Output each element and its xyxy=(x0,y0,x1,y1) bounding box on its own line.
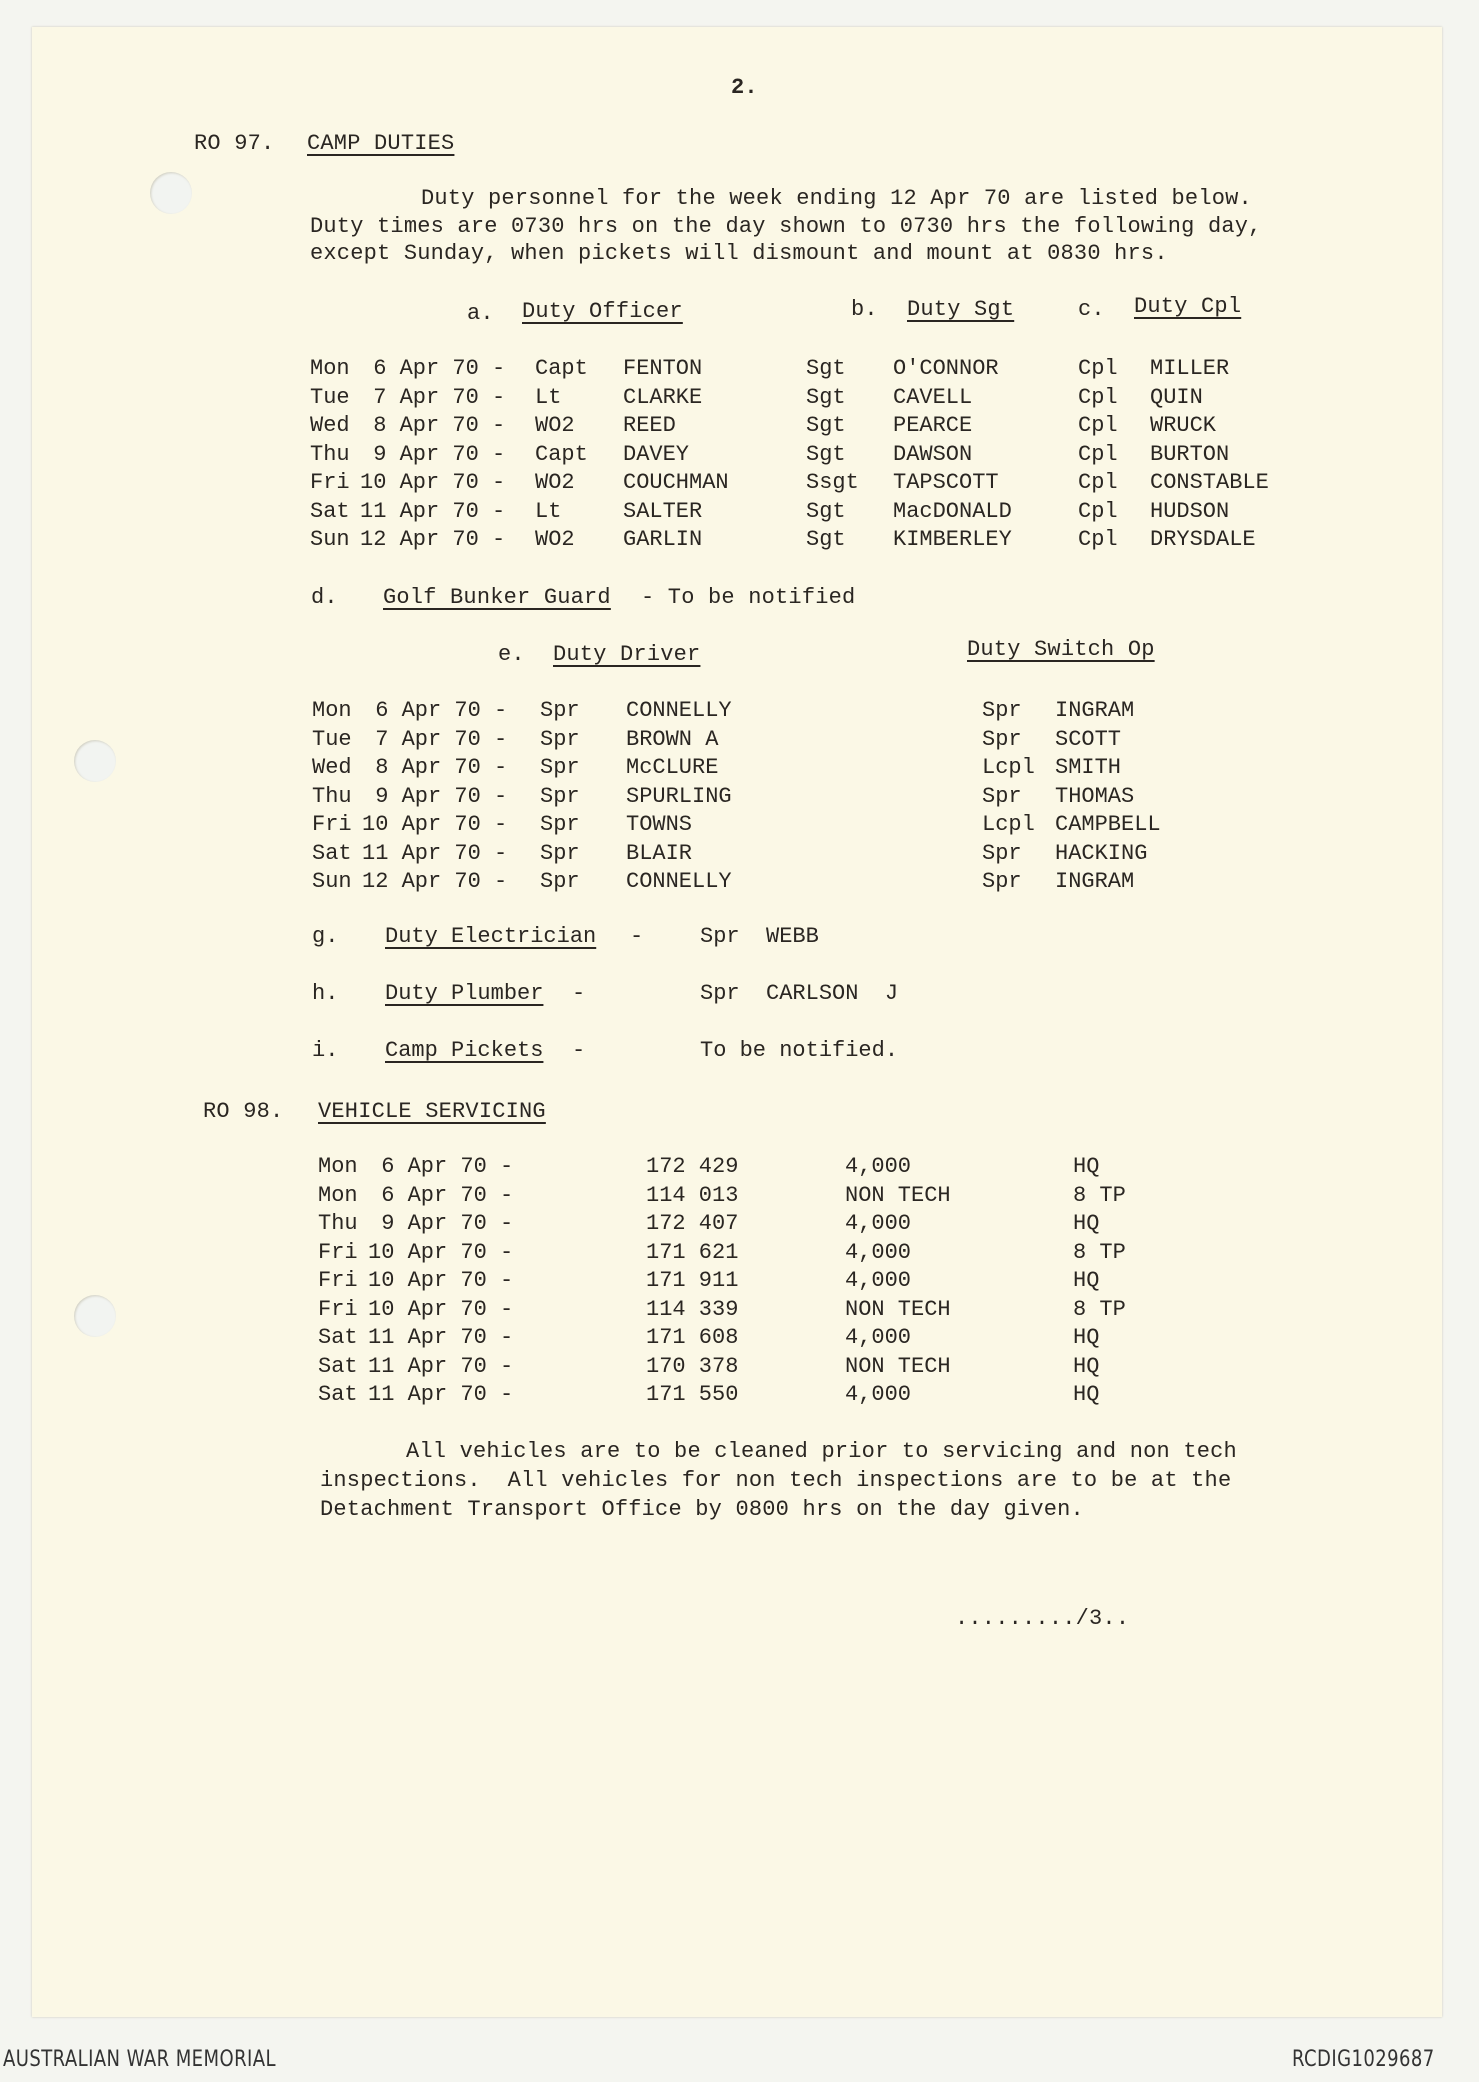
sgt-name: MacDONALD xyxy=(893,498,1012,524)
duty-letter: h. xyxy=(312,981,339,1006)
day: Fri xyxy=(312,812,352,837)
date: 12 Apr 70 - xyxy=(360,527,506,552)
date: 6 Apr 70 - xyxy=(360,356,506,381)
cpl-name: CONSTABLE xyxy=(1150,470,1269,495)
officer-name: FENTON xyxy=(623,356,703,381)
date: 9 Apr 70 - xyxy=(360,441,506,467)
driver-name: BROWN A xyxy=(626,726,719,752)
golf-value: - To be notified xyxy=(641,585,856,610)
footer-source: AUSTRALIAN WAR MEMORIAL xyxy=(3,2047,276,2072)
service-type: 4,000 xyxy=(845,1382,912,1407)
vehicle-number: 171 550 xyxy=(646,1382,739,1407)
cpl-name: BURTON xyxy=(1150,441,1230,467)
driver-roster-table xyxy=(312,697,1312,897)
date: 11 Apr 70 - xyxy=(368,1382,514,1407)
switch-name: INGRAM xyxy=(1055,869,1135,894)
vehicle-number: 172 429 xyxy=(646,1154,739,1179)
day: Wed xyxy=(310,413,350,438)
day: Fri xyxy=(318,1268,358,1293)
sgt-name: DAWSON xyxy=(893,441,973,467)
header-duty-cpl: Duty Cpl xyxy=(1134,294,1242,319)
intro-line-2: Duty times are 0730 hrs on the day shown to 0730 hrs the following day, xyxy=(310,214,1262,239)
switch-rank: Spr xyxy=(982,726,1022,752)
officer-name: GARLIN xyxy=(623,527,703,552)
service-type: 4,000 xyxy=(845,1325,912,1350)
sgt-rank: Sgt xyxy=(806,498,846,524)
switch-rank: Spr xyxy=(982,840,1022,866)
driver-name: BLAIR xyxy=(626,840,693,866)
sgt-rank: Sgt xyxy=(806,441,846,467)
date: 8 Apr 70 - xyxy=(362,755,508,780)
date: 8 Apr 70 - xyxy=(360,413,506,438)
vehicle-number: 171 621 xyxy=(646,1239,739,1265)
driver-rank: Spr xyxy=(540,869,580,894)
day: Mon xyxy=(318,1154,358,1179)
cpl-name: QUIN xyxy=(1150,384,1203,410)
header-duty-driver: Duty Driver xyxy=(553,642,701,667)
duty-value: Spr WEBB xyxy=(700,924,819,949)
duty-roster-table xyxy=(310,355,1310,555)
date: 10 Apr 70 - xyxy=(368,1268,514,1293)
switch-rank: Spr xyxy=(982,869,1022,894)
switch-rank: Lcpl xyxy=(982,812,1035,837)
date: 6 Apr 70 - xyxy=(368,1154,514,1179)
header-c-letter: c. xyxy=(1078,297,1105,322)
note-line-3: Detachment Transport Office by 0800 hrs on the day given. xyxy=(320,1497,1084,1522)
day: Thu xyxy=(312,783,352,809)
vehicle-number: 172 407 xyxy=(646,1211,739,1236)
day: Mon xyxy=(310,356,350,381)
day: Mon xyxy=(318,1182,358,1208)
duty-title: Duty Electrician xyxy=(385,924,597,949)
driver-name: SPURLING xyxy=(626,783,732,809)
service-type: 4,000 xyxy=(845,1154,912,1179)
unit: HQ xyxy=(1073,1382,1100,1407)
date: 10 Apr 70 - xyxy=(368,1239,514,1265)
date: 6 Apr 70 - xyxy=(368,1182,514,1208)
officer-rank: Lt xyxy=(535,384,562,410)
officer-name: CLARKE xyxy=(623,384,703,410)
service-type: 4,000 xyxy=(845,1239,912,1265)
unit: 8 TP xyxy=(1073,1296,1126,1322)
sgt-rank: Ssgt xyxy=(806,470,859,495)
unit: HQ xyxy=(1073,1211,1100,1236)
date: 9 Apr 70 - xyxy=(362,783,508,809)
day: Thu xyxy=(310,441,350,467)
officer-rank: WO2 xyxy=(535,413,575,438)
officer-name: DAVEY xyxy=(623,441,690,467)
date: 11 Apr 70 - xyxy=(362,840,508,866)
date: 10 Apr 70 - xyxy=(360,470,506,495)
officer-name: SALTER xyxy=(623,498,703,524)
cpl-rank: Cpl xyxy=(1078,498,1118,524)
ro97-title: CAMP DUTIES xyxy=(307,131,455,156)
unit: HQ xyxy=(1073,1268,1100,1293)
day: Fri xyxy=(310,470,350,495)
switch-name: INGRAM xyxy=(1055,698,1135,723)
day: Fri xyxy=(318,1239,358,1265)
unit: 8 TP xyxy=(1073,1182,1126,1208)
unit: 8 TP xyxy=(1073,1239,1126,1265)
header-duty-switch-op: Duty Switch Op xyxy=(967,637,1155,662)
switch-rank: Spr xyxy=(982,783,1022,809)
duty-value: Spr CARLSON J xyxy=(700,981,899,1006)
header-duty-sgt: Duty Sgt xyxy=(907,297,1015,322)
vehicle-number: 171 911 xyxy=(646,1268,739,1293)
service-type: NON TECH xyxy=(845,1182,951,1208)
cpl-name: MILLER xyxy=(1150,356,1230,381)
intro-line-1: Duty personnel for the week ending 12 Apr 70 are listed below. xyxy=(421,186,1252,211)
note-line-2: inspections. All vehicles for non tech inspections are to be at the xyxy=(320,1468,1232,1493)
cpl-name: DRYSDALE xyxy=(1150,527,1256,552)
vehicle-number: 170 378 xyxy=(646,1353,739,1379)
officer-name: COUCHMAN xyxy=(623,470,729,495)
day: Fri xyxy=(318,1296,358,1322)
day: Thu xyxy=(318,1211,358,1236)
cpl-rank: Cpl xyxy=(1078,470,1118,495)
duty-title: Camp Pickets xyxy=(385,1038,544,1063)
cpl-rank: Cpl xyxy=(1078,527,1118,552)
date: 7 Apr 70 - xyxy=(360,384,506,410)
cpl-rank: Cpl xyxy=(1078,441,1118,467)
driver-rank: Spr xyxy=(540,840,580,866)
day: Sun xyxy=(310,527,350,552)
officer-rank: WO2 xyxy=(535,470,575,495)
header-duty-officer: Duty Officer xyxy=(522,299,683,324)
duty-dash: - xyxy=(572,981,586,1006)
service-type: 4,000 xyxy=(845,1268,912,1293)
driver-rank: Spr xyxy=(540,698,580,723)
switch-name: THOMAS xyxy=(1055,783,1135,809)
duty-dash: - xyxy=(572,1038,586,1063)
day: Sat xyxy=(312,840,352,866)
ro98-title: VEHICLE SERVICING xyxy=(318,1099,546,1124)
date: 12 Apr 70 - xyxy=(362,869,508,894)
punch-hole xyxy=(74,740,116,782)
day: Sun xyxy=(312,869,352,894)
driver-rank: Spr xyxy=(540,783,580,809)
cpl-rank: Cpl xyxy=(1078,356,1118,381)
unit: HQ xyxy=(1073,1154,1100,1179)
vehicle-servicing-table xyxy=(318,1153,1218,1413)
date: 10 Apr 70 - xyxy=(362,812,508,837)
officer-rank: Capt xyxy=(535,441,588,467)
officer-rank: Capt xyxy=(535,356,588,381)
driver-rank: Spr xyxy=(540,726,580,752)
golf-title: Golf Bunker Guard xyxy=(383,585,611,610)
date: 7 Apr 70 - xyxy=(362,726,508,752)
ro98-number: RO 98. xyxy=(203,1099,284,1124)
service-type: 4,000 xyxy=(845,1211,912,1236)
cpl-rank: Cpl xyxy=(1078,413,1118,438)
sgt-name: TAPSCOTT xyxy=(893,470,999,495)
switch-name: SMITH xyxy=(1055,755,1122,780)
driver-rank: Spr xyxy=(540,812,580,837)
header-b-letter: b. xyxy=(851,297,878,322)
vehicle-number: 114 339 xyxy=(646,1296,739,1322)
driver-name: CONNELLY xyxy=(626,869,732,894)
driver-rank: Spr xyxy=(540,755,580,780)
sgt-name: CAVELL xyxy=(893,384,973,410)
duty-value: To be notified. xyxy=(700,1038,899,1063)
date: 9 Apr 70 - xyxy=(368,1211,514,1236)
officer-name: REED xyxy=(623,413,676,438)
duty-letter: g. xyxy=(312,924,339,949)
date: 11 Apr 70 - xyxy=(368,1325,514,1350)
other-duties xyxy=(312,923,1212,1073)
switch-name: CAMPBELL xyxy=(1055,812,1161,837)
intro-line-3: except Sunday, when pickets will dismount and mount at 0830 hrs. xyxy=(310,241,1168,266)
driver-name: CONNELLY xyxy=(626,698,732,723)
cpl-name: HUDSON xyxy=(1150,498,1230,524)
footer-id: RCDIG1029687 xyxy=(1292,2047,1435,2072)
punch-hole xyxy=(150,172,192,214)
date: 10 Apr 70 - xyxy=(368,1296,514,1322)
header-a-letter: a. xyxy=(467,301,494,326)
date: 11 Apr 70 - xyxy=(368,1353,514,1379)
note-line-1: All vehicles are to be cleaned prior to servicing and non tech xyxy=(406,1439,1237,1464)
service-type: NON TECH xyxy=(845,1353,951,1379)
sgt-rank: Sgt xyxy=(806,384,846,410)
duty-title: Duty Plumber xyxy=(385,981,544,1006)
switch-rank: Lcpl xyxy=(982,755,1035,780)
sgt-name: PEARCE xyxy=(893,413,973,438)
driver-name: McCLURE xyxy=(626,755,719,780)
officer-rank: WO2 xyxy=(535,527,575,552)
punch-hole xyxy=(74,1295,116,1337)
sgt-rank: Sgt xyxy=(806,356,846,381)
driver-name: TOWNS xyxy=(626,812,693,837)
continuation-marker: ........./3.. xyxy=(955,1606,1130,1631)
vehicle-number: 171 608 xyxy=(646,1325,739,1350)
duty-dash: - xyxy=(630,924,644,949)
ro97-number: RO 97. xyxy=(194,131,275,156)
vehicle-number: 114 013 xyxy=(646,1182,739,1208)
service-type: NON TECH xyxy=(845,1296,951,1322)
cpl-name: WRUCK xyxy=(1150,413,1217,438)
day: Tue xyxy=(310,384,350,410)
cpl-rank: Cpl xyxy=(1078,384,1118,410)
day: Tue xyxy=(312,726,352,752)
date: 6 Apr 70 - xyxy=(362,698,508,723)
date: 11 Apr 70 - xyxy=(360,498,506,524)
duty-letter: i. xyxy=(312,1038,339,1063)
sgt-rank: Sgt xyxy=(806,413,846,438)
day: Sat xyxy=(318,1382,358,1407)
day: Sat xyxy=(318,1353,358,1379)
officer-rank: Lt xyxy=(535,498,562,524)
unit: HQ xyxy=(1073,1325,1100,1350)
header-e-letter: e. xyxy=(498,642,525,667)
sgt-name: O'CONNOR xyxy=(893,356,999,381)
day: Mon xyxy=(312,698,352,723)
switch-name: SCOTT xyxy=(1055,726,1122,752)
switch-name: HACKING xyxy=(1055,840,1148,866)
sgt-rank: Sgt xyxy=(806,527,846,552)
switch-rank: Spr xyxy=(982,698,1022,723)
unit: HQ xyxy=(1073,1353,1100,1379)
day: Wed xyxy=(312,755,352,780)
day: Sat xyxy=(310,498,350,524)
golf-letter: d. xyxy=(311,585,338,610)
page-number: 2. xyxy=(731,75,758,100)
sgt-name: KIMBERLEY xyxy=(893,527,1012,552)
day: Sat xyxy=(318,1325,358,1350)
